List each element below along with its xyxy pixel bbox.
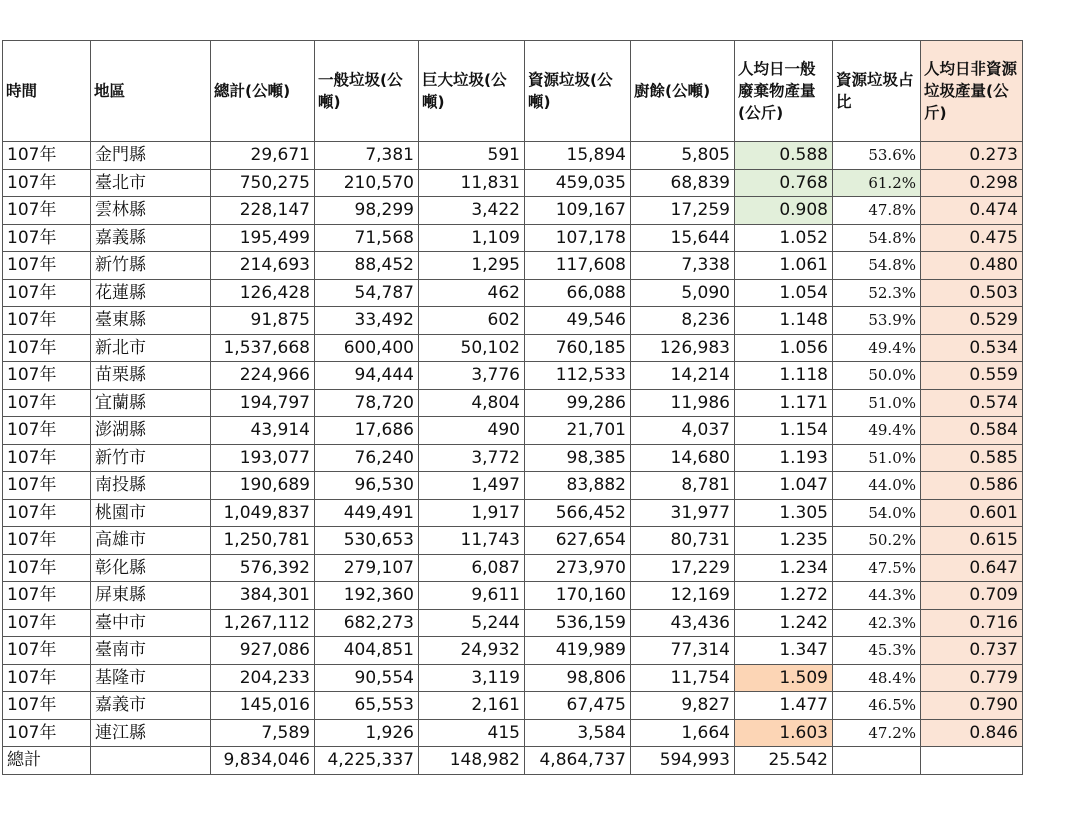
cell-food: 17,229 bbox=[631, 554, 735, 582]
cell-per-capita: 1.477 bbox=[735, 692, 833, 720]
cell-region: 花蓮縣 bbox=[91, 279, 211, 307]
cell-region: 高雄市 bbox=[91, 527, 211, 555]
cell-recycle: 66,088 bbox=[525, 279, 631, 307]
cell-year: 107年 bbox=[3, 362, 91, 390]
cell-recycle: 3,584 bbox=[525, 719, 631, 747]
cell-bulky: 5,244 bbox=[419, 609, 525, 637]
cell-bulky: 24,932 bbox=[419, 637, 525, 665]
table-row bbox=[3, 252, 1023, 280]
totals-per-capita: 25.542 bbox=[735, 747, 833, 775]
cell-recycle-ratio: 47.5% bbox=[833, 554, 921, 582]
cell-total: 91,875 bbox=[211, 307, 315, 335]
cell-bulky: 11,831 bbox=[419, 169, 525, 197]
cell-bulky: 1,497 bbox=[419, 472, 525, 500]
cell-food: 7,338 bbox=[631, 252, 735, 280]
cell-food: 14,680 bbox=[631, 444, 735, 472]
cell-year: 107年 bbox=[3, 472, 91, 500]
table-row bbox=[3, 527, 1023, 555]
header-food-waste: 廚餘(公噸) bbox=[631, 41, 735, 142]
cell-non-recycle: 0.586 bbox=[921, 472, 1023, 500]
cell-general: 65,553 bbox=[315, 692, 419, 720]
cell-food: 5,805 bbox=[631, 142, 735, 170]
cell-year: 107年 bbox=[3, 527, 91, 555]
cell-food: 11,986 bbox=[631, 389, 735, 417]
cell-non-recycle: 0.709 bbox=[921, 582, 1023, 610]
cell-year: 107年 bbox=[3, 554, 91, 582]
header-recycle-ratio: 資源垃圾占比 bbox=[833, 41, 921, 142]
table-row bbox=[3, 279, 1023, 307]
cell-per-capita: 1.047 bbox=[735, 472, 833, 500]
cell-total: 224,966 bbox=[211, 362, 315, 390]
cell-region: 臺南市 bbox=[91, 637, 211, 665]
totals-recycle: 4,864,737 bbox=[525, 747, 631, 775]
cell-non-recycle: 0.584 bbox=[921, 417, 1023, 445]
cell-recycle-ratio: 50.2% bbox=[833, 527, 921, 555]
cell-year: 107年 bbox=[3, 169, 91, 197]
cell-food: 80,731 bbox=[631, 527, 735, 555]
cell-non-recycle: 0.273 bbox=[921, 142, 1023, 170]
cell-bulky: 3,422 bbox=[419, 197, 525, 225]
cell-total: 145,016 bbox=[211, 692, 315, 720]
cell-year: 107年 bbox=[3, 224, 91, 252]
cell-food: 8,236 bbox=[631, 307, 735, 335]
table-body bbox=[3, 142, 1023, 747]
cell-recycle: 109,167 bbox=[525, 197, 631, 225]
cell-recycle-ratio: 54.8% bbox=[833, 224, 921, 252]
cell-recycle: 566,452 bbox=[525, 499, 631, 527]
cell-food: 43,436 bbox=[631, 609, 735, 637]
page-margin bbox=[1028, 0, 1080, 825]
cell-year: 107年 bbox=[3, 417, 91, 445]
cell-total: 204,233 bbox=[211, 664, 315, 692]
totals-empty-region bbox=[91, 747, 211, 775]
cell-general: 78,720 bbox=[315, 389, 419, 417]
cell-recycle-ratio: 53.6% bbox=[833, 142, 921, 170]
cell-year: 107年 bbox=[3, 582, 91, 610]
header-per-capita-non-recycle: 人均日非資源垃圾產量(公斤) bbox=[921, 41, 1023, 142]
cell-recycle-ratio: 42.3% bbox=[833, 609, 921, 637]
table-row bbox=[3, 169, 1023, 197]
cell-bulky: 490 bbox=[419, 417, 525, 445]
header-recyclable-waste: 資源垃圾(公噸) bbox=[525, 41, 631, 142]
cell-general: 192,360 bbox=[315, 582, 419, 610]
cell-bulky: 3,119 bbox=[419, 664, 525, 692]
cell-total: 1,537,668 bbox=[211, 334, 315, 362]
cell-per-capita: 1.118 bbox=[735, 362, 833, 390]
cell-general: 530,653 bbox=[315, 527, 419, 555]
cell-general: 33,492 bbox=[315, 307, 419, 335]
cell-bulky: 415 bbox=[419, 719, 525, 747]
cell-total: 43,914 bbox=[211, 417, 315, 445]
cell-non-recycle: 0.503 bbox=[921, 279, 1023, 307]
cell-per-capita: 1.052 bbox=[735, 224, 833, 252]
cell-recycle-ratio: 51.0% bbox=[833, 389, 921, 417]
cell-per-capita: 0.908 bbox=[735, 197, 833, 225]
cell-food: 68,839 bbox=[631, 169, 735, 197]
cell-non-recycle: 0.559 bbox=[921, 362, 1023, 390]
cell-non-recycle: 0.779 bbox=[921, 664, 1023, 692]
cell-bulky: 591 bbox=[419, 142, 525, 170]
cell-non-recycle: 0.574 bbox=[921, 389, 1023, 417]
cell-per-capita: 1.603 bbox=[735, 719, 833, 747]
cell-per-capita: 0.768 bbox=[735, 169, 833, 197]
cell-recycle: 83,882 bbox=[525, 472, 631, 500]
cell-general: 600,400 bbox=[315, 334, 419, 362]
cell-per-capita: 1.235 bbox=[735, 527, 833, 555]
cell-bulky: 4,804 bbox=[419, 389, 525, 417]
totals-food: 594,993 bbox=[631, 747, 735, 775]
cell-recycle-ratio: 51.0% bbox=[833, 444, 921, 472]
cell-non-recycle: 0.615 bbox=[921, 527, 1023, 555]
table-row bbox=[3, 609, 1023, 637]
cell-general: 90,554 bbox=[315, 664, 419, 692]
cell-year: 107年 bbox=[3, 307, 91, 335]
table-row bbox=[3, 362, 1023, 390]
table-row bbox=[3, 389, 1023, 417]
cell-year: 107年 bbox=[3, 499, 91, 527]
cell-total: 29,671 bbox=[211, 142, 315, 170]
totals-total: 9,834,046 bbox=[211, 747, 315, 775]
totals-general: 4,225,337 bbox=[315, 747, 419, 775]
cell-general: 54,787 bbox=[315, 279, 419, 307]
cell-recycle: 99,286 bbox=[525, 389, 631, 417]
cell-general: 1,926 bbox=[315, 719, 419, 747]
table-row bbox=[3, 307, 1023, 335]
cell-bulky: 462 bbox=[419, 279, 525, 307]
cell-general: 88,452 bbox=[315, 252, 419, 280]
cell-food: 31,977 bbox=[631, 499, 735, 527]
cell-region: 新北市 bbox=[91, 334, 211, 362]
cell-bulky: 602 bbox=[419, 307, 525, 335]
cell-recycle: 419,989 bbox=[525, 637, 631, 665]
cell-general: 17,686 bbox=[315, 417, 419, 445]
cell-per-capita: 1.234 bbox=[735, 554, 833, 582]
cell-year: 107年 bbox=[3, 719, 91, 747]
cell-recycle-ratio: 49.4% bbox=[833, 417, 921, 445]
cell-region: 澎湖縣 bbox=[91, 417, 211, 445]
cell-per-capita: 1.509 bbox=[735, 664, 833, 692]
cell-per-capita: 1.242 bbox=[735, 609, 833, 637]
cell-bulky: 11,743 bbox=[419, 527, 525, 555]
cell-recycle-ratio: 44.3% bbox=[833, 582, 921, 610]
cell-bulky: 50,102 bbox=[419, 334, 525, 362]
cell-bulky: 2,161 bbox=[419, 692, 525, 720]
cell-general: 449,491 bbox=[315, 499, 419, 527]
cell-recycle: 170,160 bbox=[525, 582, 631, 610]
cell-food: 8,781 bbox=[631, 472, 735, 500]
cell-per-capita: 1.171 bbox=[735, 389, 833, 417]
table-row bbox=[3, 444, 1023, 472]
cell-recycle-ratio: 47.2% bbox=[833, 719, 921, 747]
cell-total: 750,275 bbox=[211, 169, 315, 197]
table-row bbox=[3, 664, 1023, 692]
totals-empty-ratio bbox=[833, 747, 921, 775]
cell-region: 彰化縣 bbox=[91, 554, 211, 582]
cell-recycle: 117,608 bbox=[525, 252, 631, 280]
cell-per-capita: 1.347 bbox=[735, 637, 833, 665]
cell-recycle-ratio: 53.9% bbox=[833, 307, 921, 335]
cell-food: 14,214 bbox=[631, 362, 735, 390]
cell-recycle: 107,178 bbox=[525, 224, 631, 252]
cell-non-recycle: 0.529 bbox=[921, 307, 1023, 335]
cell-per-capita: 1.193 bbox=[735, 444, 833, 472]
cell-non-recycle: 0.474 bbox=[921, 197, 1023, 225]
cell-bulky: 3,772 bbox=[419, 444, 525, 472]
cell-year: 107年 bbox=[3, 252, 91, 280]
cell-recycle: 98,385 bbox=[525, 444, 631, 472]
cell-general: 7,381 bbox=[315, 142, 419, 170]
cell-recycle: 67,475 bbox=[525, 692, 631, 720]
cell-region: 新竹縣 bbox=[91, 252, 211, 280]
cell-general: 98,299 bbox=[315, 197, 419, 225]
cell-region: 臺中市 bbox=[91, 609, 211, 637]
cell-year: 107年 bbox=[3, 609, 91, 637]
cell-recycle-ratio: 48.4% bbox=[833, 664, 921, 692]
cell-recycle: 760,185 bbox=[525, 334, 631, 362]
cell-recycle: 15,894 bbox=[525, 142, 631, 170]
cell-non-recycle: 0.298 bbox=[921, 169, 1023, 197]
cell-recycle-ratio: 54.8% bbox=[833, 252, 921, 280]
cell-region: 桃園市 bbox=[91, 499, 211, 527]
cell-recycle-ratio: 52.3% bbox=[833, 279, 921, 307]
cell-recycle: 98,806 bbox=[525, 664, 631, 692]
cell-food: 12,169 bbox=[631, 582, 735, 610]
header-bulky-waste: 巨大垃圾(公噸) bbox=[419, 41, 525, 142]
cell-bulky: 1,917 bbox=[419, 499, 525, 527]
cell-per-capita: 1.272 bbox=[735, 582, 833, 610]
cell-recycle: 112,533 bbox=[525, 362, 631, 390]
cell-bulky: 6,087 bbox=[419, 554, 525, 582]
cell-year: 107年 bbox=[3, 664, 91, 692]
cell-non-recycle: 0.534 bbox=[921, 334, 1023, 362]
totals-empty-non-recycle bbox=[921, 747, 1023, 775]
cell-per-capita: 1.054 bbox=[735, 279, 833, 307]
cell-food: 15,644 bbox=[631, 224, 735, 252]
cell-food: 17,259 bbox=[631, 197, 735, 225]
cell-food: 11,754 bbox=[631, 664, 735, 692]
cell-bulky: 3,776 bbox=[419, 362, 525, 390]
cell-year: 107年 bbox=[3, 334, 91, 362]
cell-general: 210,570 bbox=[315, 169, 419, 197]
cell-region: 新竹市 bbox=[91, 444, 211, 472]
cell-recycle-ratio: 49.4% bbox=[833, 334, 921, 362]
cell-food: 5,090 bbox=[631, 279, 735, 307]
table-row bbox=[3, 499, 1023, 527]
table-row bbox=[3, 197, 1023, 225]
cell-recycle-ratio: 44.0% bbox=[833, 472, 921, 500]
cell-region: 臺北市 bbox=[91, 169, 211, 197]
cell-total: 195,499 bbox=[211, 224, 315, 252]
cell-recycle-ratio: 61.2% bbox=[833, 169, 921, 197]
cell-food: 77,314 bbox=[631, 637, 735, 665]
cell-year: 107年 bbox=[3, 279, 91, 307]
table-row bbox=[3, 554, 1023, 582]
table-row bbox=[3, 417, 1023, 445]
cell-food: 4,037 bbox=[631, 417, 735, 445]
cell-year: 107年 bbox=[3, 142, 91, 170]
cell-region: 金門縣 bbox=[91, 142, 211, 170]
cell-bulky: 1,295 bbox=[419, 252, 525, 280]
cell-non-recycle: 0.647 bbox=[921, 554, 1023, 582]
cell-non-recycle: 0.737 bbox=[921, 637, 1023, 665]
cell-year: 107年 bbox=[3, 389, 91, 417]
cell-total: 193,077 bbox=[211, 444, 315, 472]
cell-food: 126,983 bbox=[631, 334, 735, 362]
cell-total: 384,301 bbox=[211, 582, 315, 610]
cell-general: 76,240 bbox=[315, 444, 419, 472]
cell-total: 228,147 bbox=[211, 197, 315, 225]
table-row bbox=[3, 692, 1023, 720]
cell-per-capita: 1.061 bbox=[735, 252, 833, 280]
totals-bulky: 148,982 bbox=[419, 747, 525, 775]
cell-non-recycle: 0.585 bbox=[921, 444, 1023, 472]
cell-non-recycle: 0.601 bbox=[921, 499, 1023, 527]
cell-general: 279,107 bbox=[315, 554, 419, 582]
totals-label: 總計 bbox=[3, 747, 91, 775]
cell-region: 南投縣 bbox=[91, 472, 211, 500]
cell-region: 雲林縣 bbox=[91, 197, 211, 225]
cell-bulky: 9,611 bbox=[419, 582, 525, 610]
cell-total: 7,589 bbox=[211, 719, 315, 747]
cell-non-recycle: 0.790 bbox=[921, 692, 1023, 720]
cell-per-capita: 1.056 bbox=[735, 334, 833, 362]
cell-year: 107年 bbox=[3, 637, 91, 665]
cell-year: 107年 bbox=[3, 197, 91, 225]
totals-row bbox=[3, 747, 1023, 775]
cell-recycle-ratio: 45.3% bbox=[833, 637, 921, 665]
cell-region: 嘉義縣 bbox=[91, 224, 211, 252]
table-row bbox=[3, 334, 1023, 362]
cell-total: 190,689 bbox=[211, 472, 315, 500]
table-row bbox=[3, 719, 1023, 747]
cell-total: 214,693 bbox=[211, 252, 315, 280]
cell-general: 71,568 bbox=[315, 224, 419, 252]
cell-recycle: 459,035 bbox=[525, 169, 631, 197]
cell-recycle: 273,970 bbox=[525, 554, 631, 582]
cell-region: 連江縣 bbox=[91, 719, 211, 747]
cell-recycle: 536,159 bbox=[525, 609, 631, 637]
table-row bbox=[3, 142, 1023, 170]
cell-region: 苗栗縣 bbox=[91, 362, 211, 390]
cell-region: 基隆市 bbox=[91, 664, 211, 692]
cell-year: 107年 bbox=[3, 444, 91, 472]
table-row bbox=[3, 582, 1023, 610]
cell-total: 194,797 bbox=[211, 389, 315, 417]
cell-region: 嘉義市 bbox=[91, 692, 211, 720]
header-row bbox=[3, 41, 1023, 142]
cell-total: 1,049,837 bbox=[211, 499, 315, 527]
cell-per-capita: 1.154 bbox=[735, 417, 833, 445]
cell-food: 1,664 bbox=[631, 719, 735, 747]
header-region: 地區 bbox=[91, 41, 211, 142]
cell-region: 臺東縣 bbox=[91, 307, 211, 335]
header-total: 總計(公噸) bbox=[211, 41, 315, 142]
cell-total: 1,250,781 bbox=[211, 527, 315, 555]
header-general-waste: 一般垃圾(公噸) bbox=[315, 41, 419, 142]
cell-food: 9,827 bbox=[631, 692, 735, 720]
table-row bbox=[3, 224, 1023, 252]
waste-statistics-table bbox=[2, 40, 1023, 775]
cell-general: 94,444 bbox=[315, 362, 419, 390]
cell-total: 576,392 bbox=[211, 554, 315, 582]
cell-region: 屏東縣 bbox=[91, 582, 211, 610]
cell-non-recycle: 0.475 bbox=[921, 224, 1023, 252]
cell-non-recycle: 0.480 bbox=[921, 252, 1023, 280]
cell-recycle-ratio: 54.0% bbox=[833, 499, 921, 527]
cell-recycle-ratio: 50.0% bbox=[833, 362, 921, 390]
cell-per-capita: 1.305 bbox=[735, 499, 833, 527]
cell-recycle: 627,654 bbox=[525, 527, 631, 555]
cell-recycle-ratio: 47.8% bbox=[833, 197, 921, 225]
cell-bulky: 1,109 bbox=[419, 224, 525, 252]
cell-total: 126,428 bbox=[211, 279, 315, 307]
cell-recycle: 21,701 bbox=[525, 417, 631, 445]
cell-per-capita: 1.148 bbox=[735, 307, 833, 335]
table-row bbox=[3, 472, 1023, 500]
cell-total: 927,086 bbox=[211, 637, 315, 665]
cell-general: 404,851 bbox=[315, 637, 419, 665]
header-per-capita-daily: 人均日一般廢棄物產量(公斤) bbox=[735, 41, 833, 142]
cell-recycle-ratio: 46.5% bbox=[833, 692, 921, 720]
cell-region: 宜蘭縣 bbox=[91, 389, 211, 417]
cell-per-capita: 0.588 bbox=[735, 142, 833, 170]
cell-year: 107年 bbox=[3, 692, 91, 720]
cell-total: 1,267,112 bbox=[211, 609, 315, 637]
table-row bbox=[3, 637, 1023, 665]
cell-general: 96,530 bbox=[315, 472, 419, 500]
cell-general: 682,273 bbox=[315, 609, 419, 637]
header-time: 時間 bbox=[3, 41, 91, 142]
cell-non-recycle: 0.846 bbox=[921, 719, 1023, 747]
cell-non-recycle: 0.716 bbox=[921, 609, 1023, 637]
cell-recycle: 49,546 bbox=[525, 307, 631, 335]
